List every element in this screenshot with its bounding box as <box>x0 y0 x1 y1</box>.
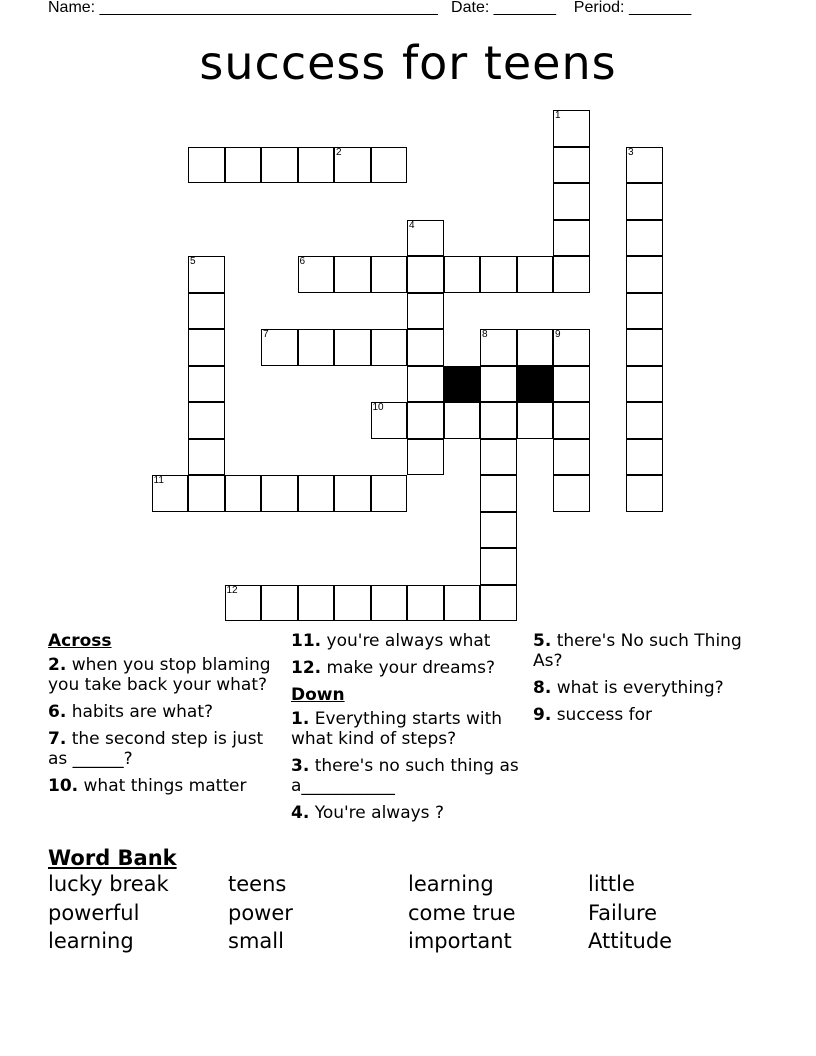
grid-cell[interactable] <box>626 329 663 366</box>
clue-number: 11 <box>153 475 164 486</box>
grid-cell[interactable] <box>626 147 663 184</box>
word-bank-title: Word Bank <box>48 846 177 870</box>
grid-cell[interactable] <box>371 329 408 366</box>
grid-cell[interactable] <box>626 183 663 220</box>
grid-cell[interactable] <box>334 147 371 184</box>
word-bank-word: powerful <box>48 901 140 925</box>
grid-cell[interactable] <box>626 475 663 512</box>
grid-cell[interactable] <box>188 402 225 439</box>
name-date-period-header: Name: ______________________________________ Date: _______ Period: _______ <box>48 0 692 16</box>
clue-number: 3 <box>628 146 634 158</box>
clue-column-2 <box>291 631 523 830</box>
clue-down-9: 9. success for <box>533 705 652 725</box>
grid-cell[interactable] <box>298 147 335 184</box>
grid-cell[interactable] <box>261 147 298 184</box>
grid-cell[interactable] <box>626 293 663 330</box>
clue-across-6: 6. habits are what? <box>48 702 214 722</box>
grid-cell[interactable] <box>480 585 517 622</box>
grid-cell[interactable] <box>334 329 371 366</box>
grid-cell[interactable] <box>407 439 444 476</box>
grid-cell[interactable] <box>407 220 444 257</box>
grid-cell[interactable] <box>407 293 444 330</box>
grid-cell[interactable] <box>298 329 335 366</box>
grid-cell[interactable] <box>480 329 517 366</box>
grid-cell[interactable] <box>188 366 225 403</box>
clue-across-2: 2. when you stop blaming you take back your what? <box>48 655 271 695</box>
grid-cell[interactable] <box>480 548 517 585</box>
clue-column-1 <box>48 631 278 803</box>
word-bank-word: little <box>588 872 635 896</box>
grid-cell[interactable] <box>371 147 408 184</box>
clue-number: 8 <box>482 329 488 340</box>
grid-cell[interactable] <box>188 293 225 330</box>
grid-cell[interactable] <box>553 147 590 184</box>
grid-cell[interactable] <box>480 256 517 293</box>
grid-cell[interactable] <box>188 329 225 366</box>
word-bank-word: learning <box>48 929 134 953</box>
grid-cell[interactable] <box>407 585 444 622</box>
grid-cell[interactable] <box>480 402 517 439</box>
word-bank-word: important <box>408 929 512 953</box>
grid-cell[interactable] <box>334 475 371 512</box>
grid-cell[interactable] <box>152 475 189 512</box>
grid-cell[interactable] <box>517 329 554 366</box>
grid-cell[interactable] <box>553 329 590 366</box>
grid-cell[interactable] <box>553 475 590 512</box>
clue-column-3 <box>533 631 763 732</box>
clue-across-7: 7. the second step is just as ______? <box>48 729 264 769</box>
grid-cell[interactable] <box>553 220 590 257</box>
grid-cell[interactable] <box>371 585 408 622</box>
grid-cell[interactable] <box>188 439 225 476</box>
grid-cell[interactable] <box>626 366 663 403</box>
grid-cell[interactable] <box>444 256 481 293</box>
clue-number: 9 <box>555 329 561 340</box>
clue-across-10: 10. what things matter <box>48 776 247 796</box>
grid-cell[interactable] <box>371 402 408 439</box>
clue-down-1: 1. Everything starts with what kind of steps? <box>291 709 503 749</box>
grid-cell[interactable] <box>261 585 298 622</box>
puzzle-title: success for teens <box>199 36 617 90</box>
grid-cell[interactable] <box>225 147 262 184</box>
grid-cell[interactable] <box>517 256 554 293</box>
grid-cell[interactable] <box>298 585 335 622</box>
clue-number: 6 <box>299 256 306 267</box>
word-bank-word: lucky break <box>48 872 169 896</box>
clue-across-11: 11. you're always what <box>291 631 491 651</box>
grid-cell[interactable] <box>407 366 444 403</box>
grid-cell[interactable] <box>626 402 663 439</box>
grid-cell[interactable] <box>517 402 554 439</box>
clue-number: 1 <box>555 110 561 121</box>
grid-cell[interactable] <box>626 256 663 293</box>
clue-across-12: 12. make your dreams? <box>291 658 495 678</box>
word-bank-word: power <box>228 901 293 925</box>
clue-down-5: 5. there's No such Thing As? <box>533 631 742 671</box>
grid-cell[interactable] <box>553 439 590 476</box>
grid-cell[interactable] <box>444 402 481 439</box>
grid-cell[interactable] <box>480 475 517 512</box>
grid-cell[interactable] <box>444 585 481 622</box>
grid-cell[interactable] <box>553 366 590 403</box>
grid-cell[interactable] <box>298 256 335 293</box>
grid-cell[interactable] <box>407 329 444 366</box>
grid-cell[interactable] <box>188 475 225 512</box>
clue-number: 12 <box>226 584 238 596</box>
grid-cell[interactable] <box>371 475 408 512</box>
grid-cell[interactable] <box>261 475 298 512</box>
grid-cell[interactable] <box>298 475 335 512</box>
grid-block <box>444 366 481 403</box>
word-bank-word: come true <box>408 901 516 925</box>
clue-down-4: 4. You're always ? <box>291 803 444 823</box>
grid-cell[interactable] <box>334 585 371 622</box>
grid-cell[interactable] <box>480 439 517 476</box>
grid-cell[interactable] <box>407 402 444 439</box>
clue-down-8: 8. what is everything? <box>533 678 724 698</box>
grid-cell[interactable] <box>334 256 371 293</box>
across-heading: Across <box>48 631 112 651</box>
clue-number: 4 <box>409 219 415 231</box>
grid-cell[interactable] <box>480 512 517 549</box>
grid-cell[interactable] <box>480 366 517 403</box>
grid-cell[interactable] <box>553 256 590 293</box>
grid-cell[interactable] <box>261 329 298 366</box>
clue-number: 2 <box>336 146 342 158</box>
grid-cell[interactable] <box>188 147 225 184</box>
word-bank-word: learning <box>408 872 494 896</box>
down-heading: Down <box>291 685 345 705</box>
grid-cell[interactable] <box>626 220 663 257</box>
grid-cell[interactable] <box>626 439 663 476</box>
word-bank-word: Attitude <box>588 929 673 953</box>
clue-number: 5 <box>190 256 196 267</box>
grid-cell[interactable] <box>553 183 590 220</box>
clue-down-3: 3. there's no such thing as a___________ <box>291 756 519 796</box>
grid-cell[interactable] <box>553 110 590 147</box>
grid-cell[interactable] <box>407 256 444 293</box>
word-bank-word: small <box>228 929 284 953</box>
grid-cell[interactable] <box>371 256 408 293</box>
grid-cell[interactable] <box>225 585 262 622</box>
word-bank-word: Failure <box>588 901 658 925</box>
clue-number: 7 <box>263 329 269 340</box>
grid-cell[interactable] <box>553 402 590 439</box>
grid-cell[interactable] <box>225 475 262 512</box>
word-bank-word: teens <box>228 872 287 896</box>
clue-number: 10 <box>372 402 384 413</box>
grid-block <box>517 366 554 403</box>
grid-cell[interactable] <box>188 256 225 293</box>
